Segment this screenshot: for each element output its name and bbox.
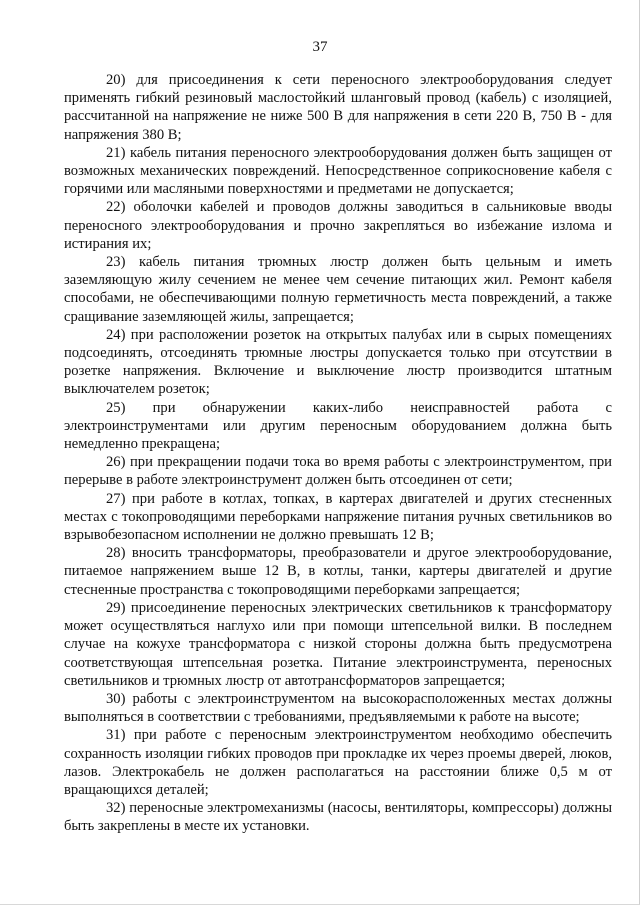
paragraph-item-29: 29) присоединение переносных электрических светильников к трансформатору может осуществляться наглухо или при помощи штепсельной вилки. В последнем случае на кожухе трансформатора с низкой стороны должна быть предусмотрена соответствующая штепсельная розетка. Питание электроинструмента, переносных светильников и трюмных люстр от автотрансформаторов запрещается; — [64, 599, 612, 689]
document-body — [64, 71, 612, 836]
paragraph-item-30: 30) работы с электроинструментом на высокорасположенных местах должны выполняться в соответствии с требованиями, предъявляемыми к работе на высоте; — [64, 690, 612, 726]
paragraph-item-27: 27) при работе в котлах, топках, в картерах двигателей и других стесненных местах с токопроводящими переборками напряжение питания ручных светильников во взрывобезопасном исполнении не должно превышать 12 В; — [64, 490, 612, 544]
paragraph-item-28: 28) вносить трансформаторы, преобразователи и другое электрооборудование, питаемое напряжением выше 12 В, в котлы, танки, картеры двигателей и другие стесненные пространства с токопроводящими переборками запрещается; — [64, 545, 612, 598]
paragraph-item-22: 22) оболочки кабелей и проводов должны заводиться в сальниковые вводы переносного электрооборудования и прочно закрепляться во избежание излома и истирания их; — [64, 199, 612, 252]
paragraph-item-32: 32) переносные электромеханизмы (насосы, вентиляторы, компрессоры) должны быть закреплены в месте их установки. — [64, 800, 612, 835]
paragraph-item-26: 26) при прекращении подачи тока во время работы с электроинструментом, при перерыве в работе электроинструмент должен быть отсоединен от сети; — [64, 454, 612, 489]
paragraph-item-23: 23) кабель питания трюмных люстр должен быть цельным и иметь заземляющую жилу сечением не менее чем сечение питающих жил. Ремонт кабеля способами, не обеспечивающими полную герметичность места повреждений, а также сращивание заземляющей жилы, запрещается; — [64, 254, 612, 325]
paragraph-item-24: 24) при расположении розеток на открытых палубах или в сырых помещениях подсоединять, отсоединять трюмные люстры допускается только при отсутствии в розетке напряжения. Включение и выключение люстр производится штатным выключателем розеток; — [64, 326, 612, 398]
page-number: 37 — [312, 39, 328, 55]
paragraph-item-25: 25) при обнаружении каких-либо неисправностей работа с электроинструментами или другим переносным оборудованием должна быть немедленно прекращена; — [64, 399, 612, 453]
paragraph-item-31: 31) при работе с переносным электроинструментом необходимо обеспечить сохранность изоляции гибких проводов при прокладке их через проемы дверей, люков, лазов. Электрокабель не должен располагаться на расстоянии ближе 0,5 м от вращающихся деталей; — [64, 727, 612, 798]
paragraph-item-21: 21) кабель питания переносного электрооборудования должен быть защищен от возможных механических повреждений. Непосредственное соприкосновение кабеля с горячими или масляными поверхностями и предметами не допускается; — [64, 144, 612, 198]
paragraph-item-20: 20) для присоединения к сети переносного электрооборудования следует применять гибкий резиновый маслостойкий шланговый провод (кабель) с изоляцией, рассчитанной на напряжение не ниже 500 В для напряжения в сети 220 В, 750 В - для напряжения 380 В; — [64, 72, 612, 143]
